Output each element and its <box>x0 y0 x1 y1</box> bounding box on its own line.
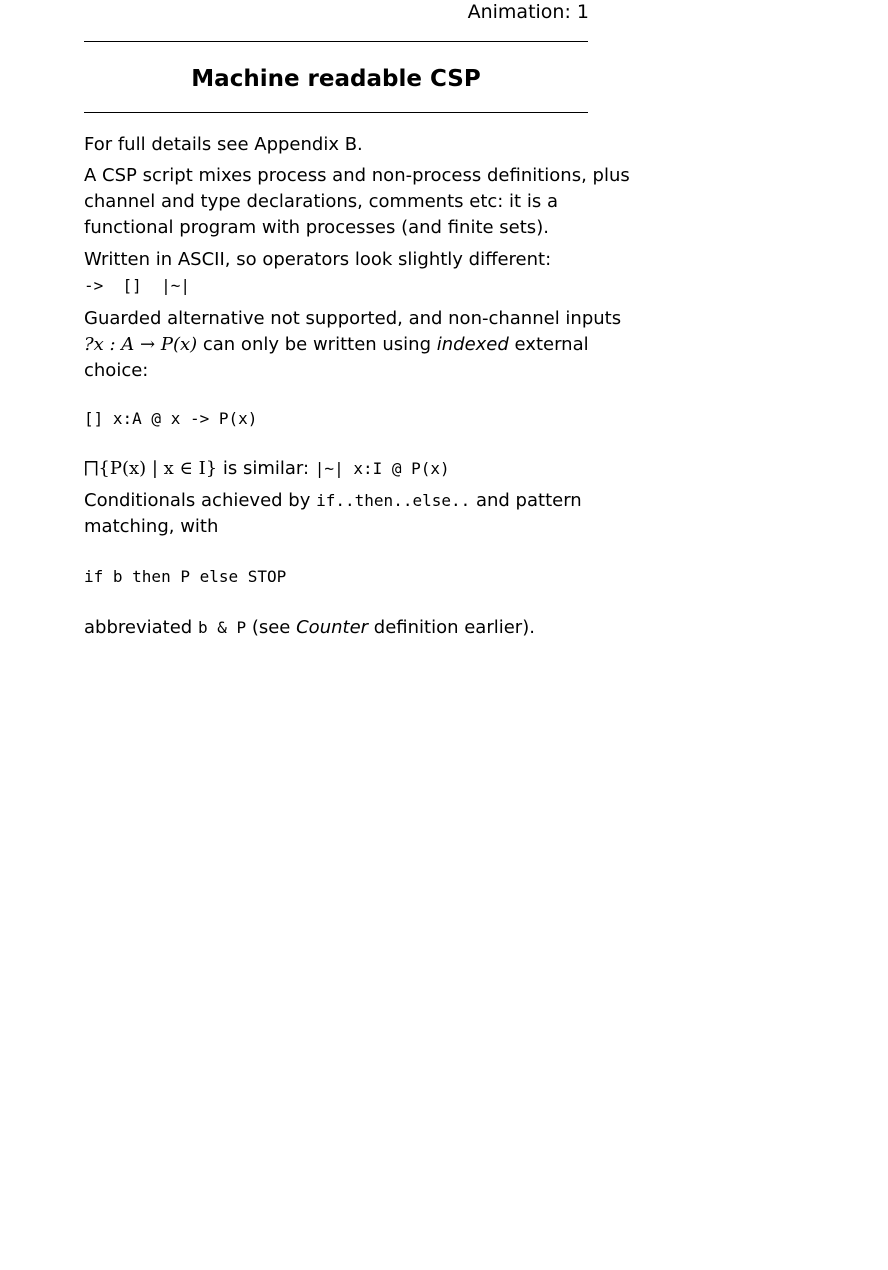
paragraph-abbreviated-mid: (see <box>246 617 297 638</box>
ascii-operators: -> [] |~| <box>84 276 190 295</box>
paragraph-ascii-line-1: Written in ASCII, so operators look slightly different: <box>84 249 552 270</box>
paragraph-abbreviated <box>84 615 589 641</box>
input-math-expression: ?x : A → P(x) <box>84 334 198 355</box>
conditional-code: if..then..else.. <box>316 491 471 510</box>
paragraph-internal-choice-line <box>84 456 589 482</box>
indexed-emphasis: indexed <box>436 334 509 355</box>
paragraph-guarded-line-1: Guarded alternative not supported, and non-channel inputs <box>84 308 622 329</box>
code-indexed-choice: [] x:A @ x -> P(x) <box>84 409 258 428</box>
paragraph-internal-choice-mid: is similar: <box>217 458 315 479</box>
paragraph-guarded <box>84 306 622 384</box>
top-rule <box>84 41 588 42</box>
paragraph-appendix <box>84 132 589 158</box>
paragraph-conditionals-end: and pattern <box>470 490 582 511</box>
paragraph-script-line-3: functional program with processes (and finite sets). <box>84 217 549 238</box>
paragraph-appendix-text: For full details see Appendix B. <box>84 134 363 155</box>
internal-choice-code: |~| x:I @ P(x) <box>314 459 450 478</box>
paragraph-guarded-line-3: choice: <box>84 360 149 381</box>
paragraph-guarded-end: external <box>508 334 589 355</box>
paragraph-script <box>84 163 630 241</box>
paragraph-conditionals <box>84 488 589 540</box>
internal-choice-math: ⨅{P(x) | x ∈ I} <box>84 458 218 479</box>
counter-emphasis: Counter <box>296 617 369 638</box>
slide-header: Animation: 1 <box>467 1 589 23</box>
paragraph-conditionals-line-1 <box>84 488 589 514</box>
paragraph-script-line-2: channel and type declarations, comments etc: it is a <box>84 191 558 212</box>
paragraph-abbreviated-line <box>84 615 589 641</box>
paragraph-conditionals-line-2: matching, with <box>84 516 219 537</box>
paragraph-script-line-1: A CSP script mixes process and non-process definitions, plus <box>84 165 630 186</box>
guard-code: b & P <box>197 618 247 637</box>
paragraph-internal-choice <box>84 456 589 482</box>
paragraph-conditionals-start: Conditionals achieved by <box>84 490 317 511</box>
paragraph-abbreviated-end: definition earlier). <box>368 617 535 638</box>
paragraph-ascii <box>84 247 589 299</box>
bottom-rule <box>84 112 588 113</box>
paragraph-guarded-line-2 <box>84 332 589 358</box>
paragraph-guarded-mid: can only be written using <box>197 334 437 355</box>
paragraph-abbreviated-start: abbreviated <box>84 617 198 638</box>
slide-title: Machine readable CSP <box>191 66 481 92</box>
code-if-then-else: if b then P else STOP <box>84 567 287 586</box>
